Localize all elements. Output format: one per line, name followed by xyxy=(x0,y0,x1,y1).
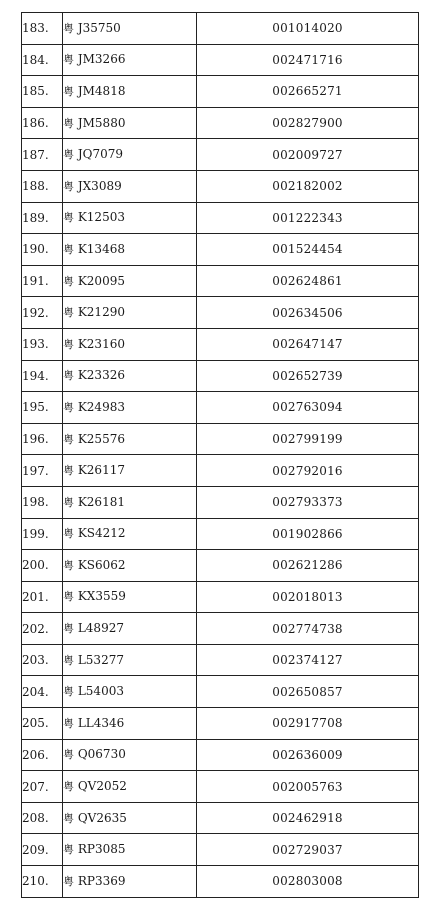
province-prefix: 粤 xyxy=(63,495,74,509)
row-index: 194. xyxy=(22,360,63,392)
record-code: 002009727 xyxy=(197,139,419,171)
plate-number-cell xyxy=(63,392,197,424)
row-index: 186. xyxy=(22,107,63,139)
plate-number-cell xyxy=(63,802,197,834)
record-code: 001222343 xyxy=(197,202,419,234)
record-code: 002636009 xyxy=(197,739,419,771)
row-index: 201. xyxy=(22,581,63,613)
plate-number: K24983 xyxy=(77,399,125,414)
record-code: 002652739 xyxy=(197,360,419,392)
table-row xyxy=(22,455,419,487)
province-prefix: 粤 xyxy=(63,843,74,857)
province-prefix: 粤 xyxy=(63,274,74,288)
row-index: 187. xyxy=(22,139,63,171)
row-index: 190. xyxy=(22,234,63,266)
table-row xyxy=(22,202,419,234)
plate-number: KS6062 xyxy=(77,557,126,572)
row-index: 197. xyxy=(22,455,63,487)
table-row xyxy=(22,360,419,392)
province-prefix: 粤 xyxy=(63,622,74,636)
row-index: 184. xyxy=(22,44,63,76)
plate-number: L53277 xyxy=(77,652,124,667)
plate-number: K23160 xyxy=(77,336,125,351)
row-index: 196. xyxy=(22,423,63,455)
plate-number: J35750 xyxy=(77,20,121,35)
plate-number-cell xyxy=(63,328,197,360)
province-prefix: 粤 xyxy=(63,337,74,351)
table-row xyxy=(22,13,419,45)
record-code: 002799199 xyxy=(197,423,419,455)
row-index: 206. xyxy=(22,739,63,771)
province-prefix: 粤 xyxy=(63,748,74,762)
table-row xyxy=(22,265,419,297)
row-index: 207. xyxy=(22,771,63,803)
row-index: 203. xyxy=(22,644,63,676)
table-row xyxy=(22,550,419,582)
table-row xyxy=(22,676,419,708)
table-row xyxy=(22,486,419,518)
plate-number: RP3085 xyxy=(77,842,126,857)
plate-number-cell xyxy=(63,866,197,898)
province-prefix: 粤 xyxy=(63,780,74,794)
table-row xyxy=(22,44,419,76)
province-prefix: 粤 xyxy=(63,179,74,193)
row-index: 195. xyxy=(22,392,63,424)
plate-number-cell xyxy=(63,455,197,487)
table-row xyxy=(22,328,419,360)
record-code: 001014020 xyxy=(197,13,419,45)
plate-number-cell xyxy=(63,265,197,297)
row-index: 185. xyxy=(22,76,63,108)
table-row xyxy=(22,76,419,108)
record-code: 002621286 xyxy=(197,550,419,582)
record-code: 002647147 xyxy=(197,328,419,360)
province-prefix: 粤 xyxy=(63,84,74,98)
plate-number: KX3559 xyxy=(77,589,126,604)
province-prefix: 粤 xyxy=(63,306,74,320)
province-prefix: 粤 xyxy=(63,148,74,162)
row-index: 200. xyxy=(22,550,63,582)
plate-number: K23326 xyxy=(77,368,125,383)
plate-number: LL4346 xyxy=(77,715,125,730)
plate-number-cell xyxy=(63,644,197,676)
plate-number: QV2052 xyxy=(77,779,127,794)
table-row xyxy=(22,771,419,803)
plate-number-cell xyxy=(63,676,197,708)
plate-number-cell xyxy=(63,834,197,866)
province-prefix: 粤 xyxy=(63,527,74,541)
province-prefix: 粤 xyxy=(63,653,74,667)
province-prefix: 粤 xyxy=(63,716,74,730)
plate-number-cell xyxy=(63,107,197,139)
record-code: 001524454 xyxy=(197,234,419,266)
province-prefix: 粤 xyxy=(63,116,74,130)
plate-number: K21290 xyxy=(77,305,125,320)
table-row xyxy=(22,518,419,550)
record-code: 002650857 xyxy=(197,676,419,708)
plate-number-cell xyxy=(63,708,197,740)
table-row xyxy=(22,234,419,266)
table-row xyxy=(22,581,419,613)
plate-number: Q06730 xyxy=(77,747,126,762)
plate-number-cell xyxy=(63,76,197,108)
record-code: 002471716 xyxy=(197,44,419,76)
table-row xyxy=(22,866,419,898)
plate-number: K26181 xyxy=(77,494,125,509)
table-row xyxy=(22,739,419,771)
table-row xyxy=(22,392,419,424)
table-row xyxy=(22,423,419,455)
table-row xyxy=(22,107,419,139)
record-code: 001902866 xyxy=(197,518,419,550)
record-code: 002803008 xyxy=(197,866,419,898)
plate-number: RP3369 xyxy=(77,873,126,888)
province-prefix: 粤 xyxy=(63,685,74,699)
record-code: 002634506 xyxy=(197,297,419,329)
plate-number-cell xyxy=(63,13,197,45)
row-index: 188. xyxy=(22,170,63,202)
province-prefix: 粤 xyxy=(63,874,74,888)
plate-number: JQ7079 xyxy=(77,147,124,162)
plate-number: JM4818 xyxy=(77,83,126,98)
row-index: 198. xyxy=(22,486,63,518)
plate-number: K26117 xyxy=(77,463,125,478)
plate-number-cell xyxy=(63,360,197,392)
province-prefix: 粤 xyxy=(63,590,74,604)
row-index: 205. xyxy=(22,708,63,740)
plate-number-cell xyxy=(63,739,197,771)
record-code: 002665271 xyxy=(197,76,419,108)
plate-number-cell xyxy=(63,139,197,171)
record-code: 002774738 xyxy=(197,613,419,645)
province-prefix: 粤 xyxy=(63,211,74,225)
plate-number-cell xyxy=(63,297,197,329)
plate-number: L54003 xyxy=(77,684,124,699)
table-row xyxy=(22,802,419,834)
record-code: 002005763 xyxy=(197,771,419,803)
plate-number: L48927 xyxy=(77,621,124,636)
plate-number: K12503 xyxy=(77,210,125,225)
table-row xyxy=(22,613,419,645)
province-prefix: 粤 xyxy=(63,369,74,383)
table-row xyxy=(22,834,419,866)
plate-number-cell xyxy=(63,234,197,266)
province-prefix: 粤 xyxy=(63,242,74,256)
row-index: 191. xyxy=(22,265,63,297)
row-index: 183. xyxy=(22,13,63,45)
record-code: 002793373 xyxy=(197,486,419,518)
record-code: 002729037 xyxy=(197,834,419,866)
plate-table-body xyxy=(22,13,419,898)
row-index: 193. xyxy=(22,328,63,360)
table-row xyxy=(22,170,419,202)
plate-number-cell xyxy=(63,613,197,645)
table-row xyxy=(22,139,419,171)
document-page xyxy=(21,12,418,898)
plate-number-cell xyxy=(63,771,197,803)
table-row xyxy=(22,297,419,329)
record-code: 002917708 xyxy=(197,708,419,740)
row-index: 208. xyxy=(22,802,63,834)
plate-number: QV2635 xyxy=(77,810,127,825)
province-prefix: 粤 xyxy=(63,53,74,67)
plate-table xyxy=(21,12,419,898)
record-code: 002182002 xyxy=(197,170,419,202)
record-code: 002792016 xyxy=(197,455,419,487)
plate-number-cell xyxy=(63,202,197,234)
province-prefix: 粤 xyxy=(63,558,74,572)
record-code: 002624861 xyxy=(197,265,419,297)
plate-number: K20095 xyxy=(77,273,125,288)
plate-number: JX3089 xyxy=(77,178,122,193)
record-code: 002827900 xyxy=(197,107,419,139)
row-index: 192. xyxy=(22,297,63,329)
province-prefix: 粤 xyxy=(63,21,74,35)
plate-number-cell xyxy=(63,170,197,202)
record-code: 002374127 xyxy=(197,644,419,676)
plate-number-cell xyxy=(63,581,197,613)
plate-number-cell xyxy=(63,550,197,582)
plate-number-cell xyxy=(63,44,197,76)
plate-number: KS4212 xyxy=(77,526,126,541)
plate-number: K13468 xyxy=(77,241,125,256)
province-prefix: 粤 xyxy=(63,400,74,414)
record-code: 002018013 xyxy=(197,581,419,613)
record-code: 002462918 xyxy=(197,802,419,834)
province-prefix: 粤 xyxy=(63,811,74,825)
row-index: 209. xyxy=(22,834,63,866)
row-index: 189. xyxy=(22,202,63,234)
plate-number: JM5880 xyxy=(77,115,126,130)
row-index: 210. xyxy=(22,866,63,898)
province-prefix: 粤 xyxy=(63,464,74,478)
plate-number: JM3266 xyxy=(77,52,126,67)
table-row xyxy=(22,644,419,676)
plate-number-cell xyxy=(63,423,197,455)
plate-number-cell xyxy=(63,486,197,518)
plate-number: K25576 xyxy=(77,431,125,446)
row-index: 199. xyxy=(22,518,63,550)
table-row xyxy=(22,708,419,740)
plate-number-cell xyxy=(63,518,197,550)
record-code: 002763094 xyxy=(197,392,419,424)
province-prefix: 粤 xyxy=(63,432,74,446)
row-index: 202. xyxy=(22,613,63,645)
row-index: 204. xyxy=(22,676,63,708)
